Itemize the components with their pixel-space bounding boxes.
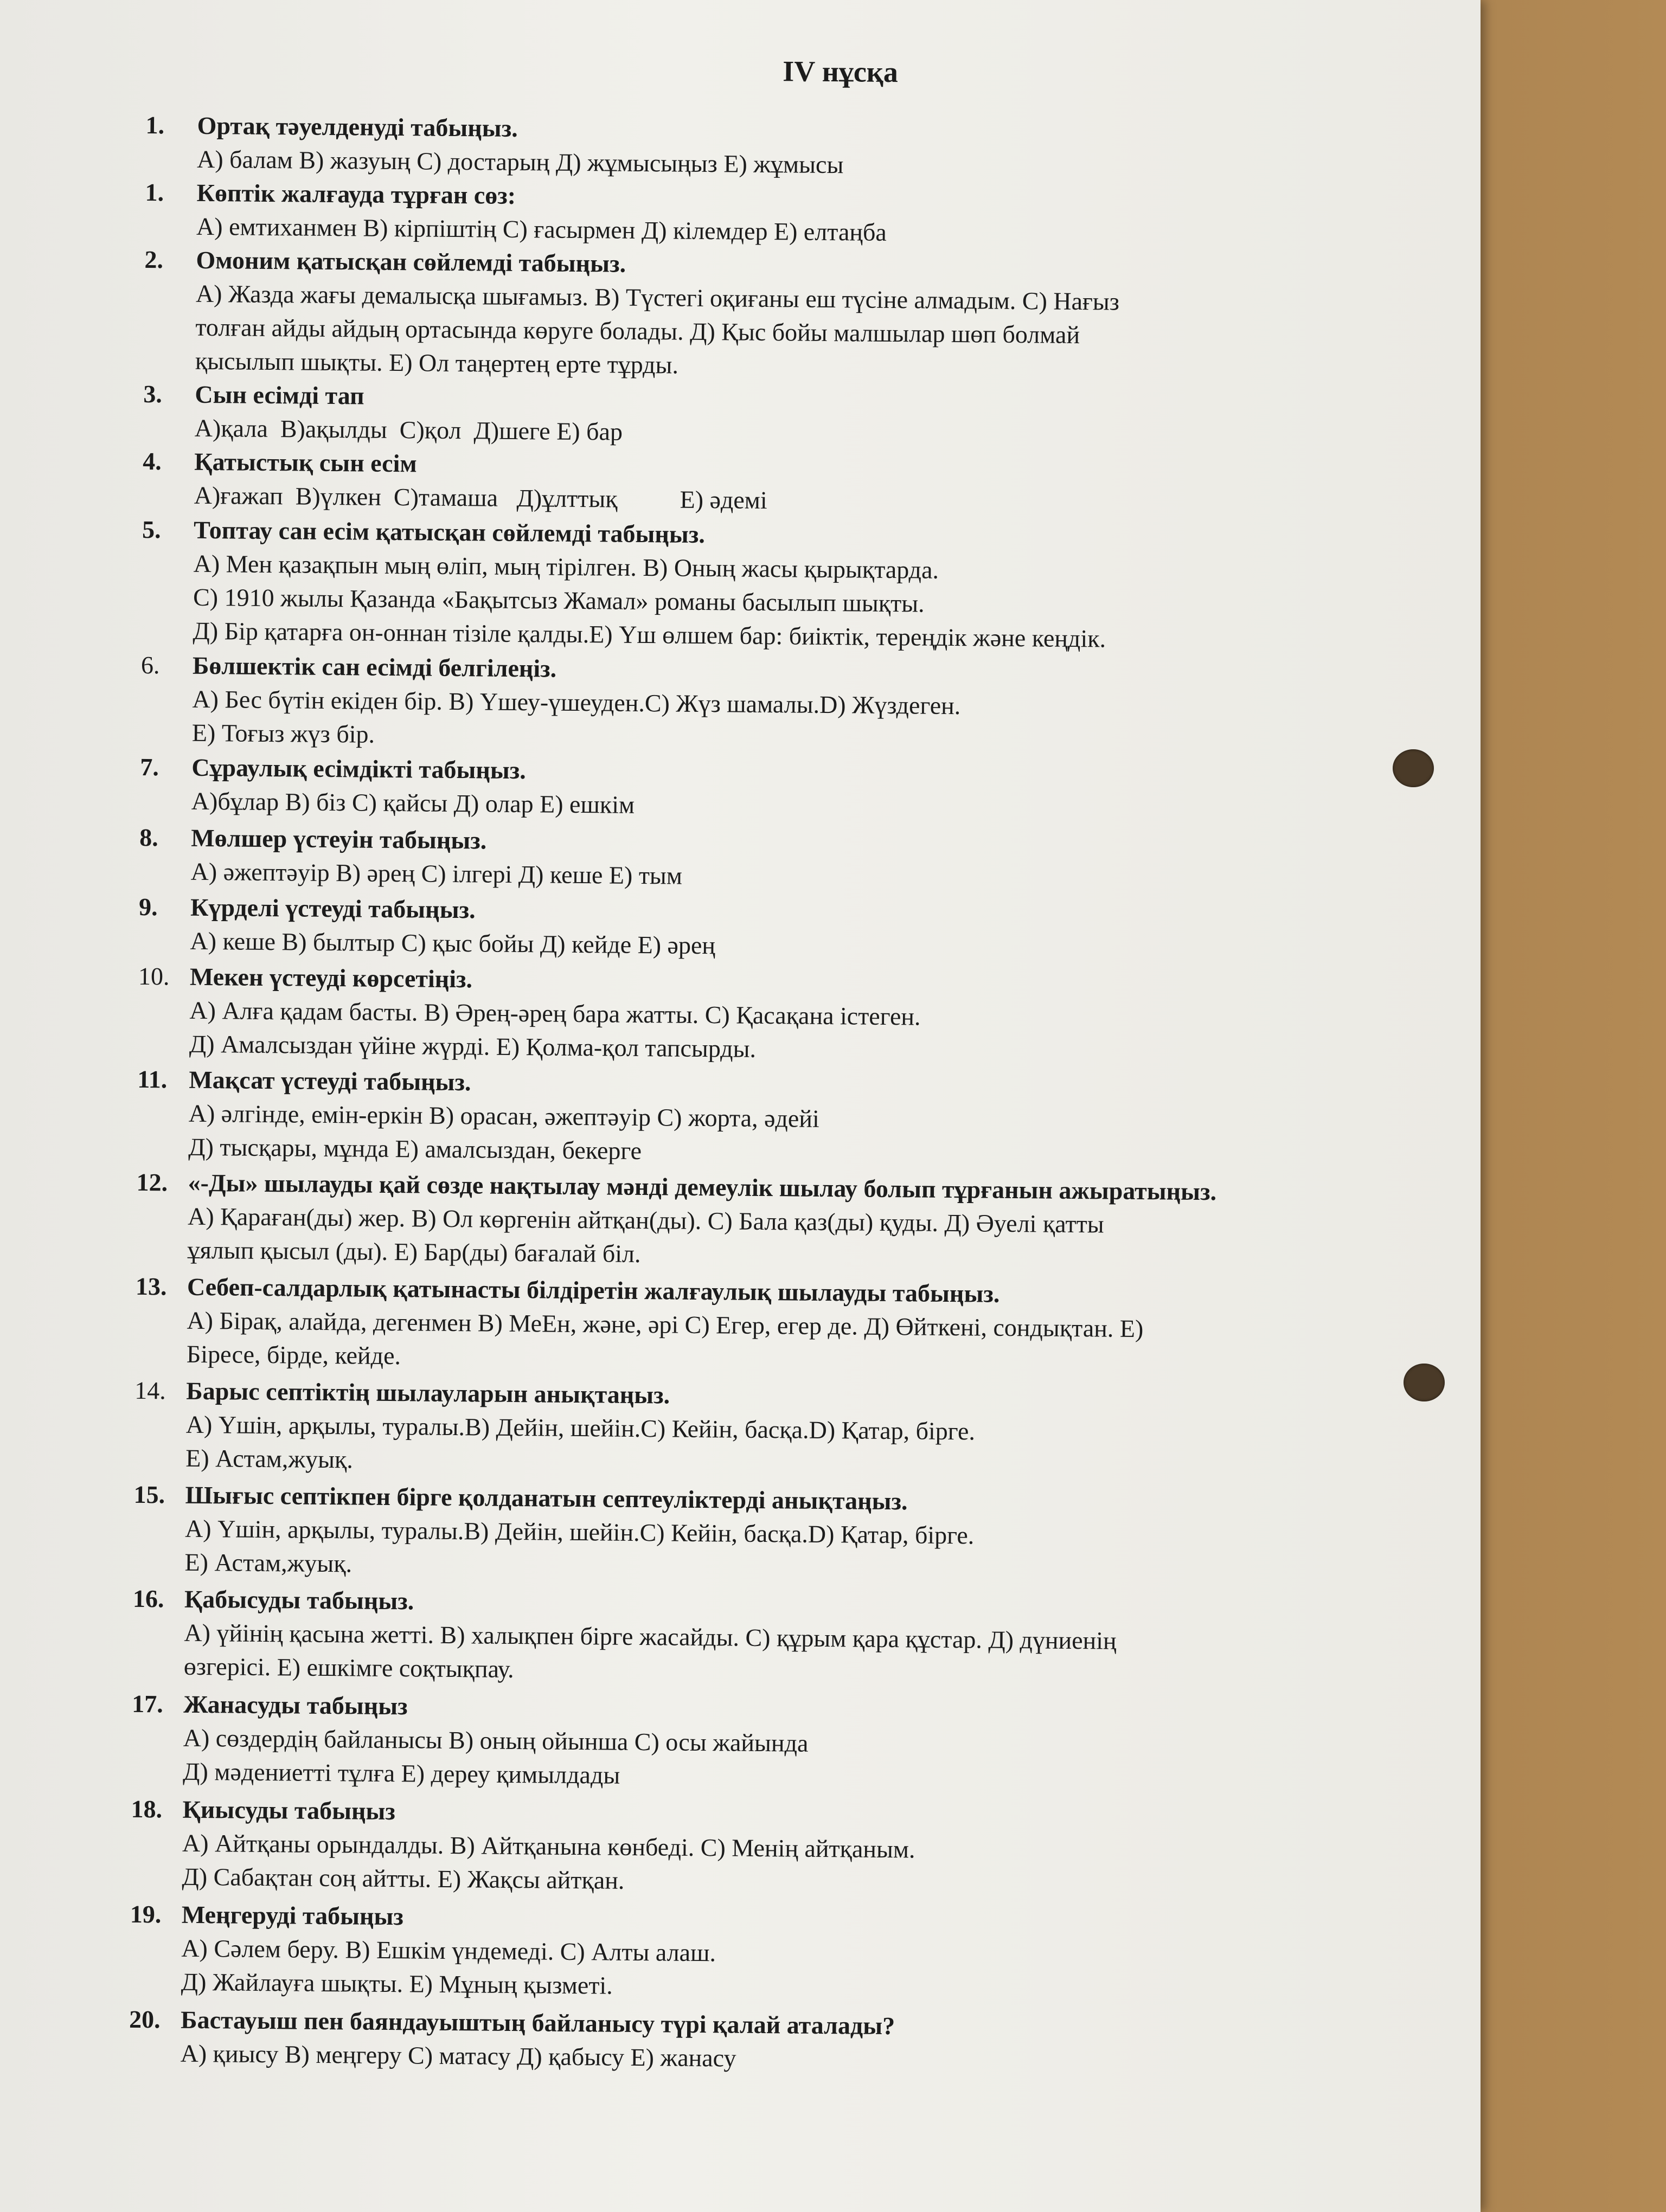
question-item xyxy=(134,1374,1404,1486)
question-number: 17. xyxy=(132,1689,163,1718)
answer-options-line: А) Үшін, арқылы, туралы.В) Дейін, шейін.С) Кейін, басқа.D) Қатар, бірге. xyxy=(185,1410,976,1445)
answer-options-line: Д) тысқары, мұнда Е) амалсыздан, бекерге xyxy=(188,1133,642,1165)
question-number: 14. xyxy=(134,1376,166,1405)
question-text: Көптік жалғауда тұрған сөз: xyxy=(196,178,516,209)
question-text: Шығыс септікпен бірге қолданатын септеуліктерді анықтаңыз. xyxy=(185,1481,908,1515)
answer-options-line: А) Мен қазақпын мың өліп, мың тірілген. В) Оның жасы қырықтарда. xyxy=(193,549,939,584)
question-item xyxy=(141,513,1411,658)
question-item xyxy=(133,1478,1403,1590)
question-number: 1. xyxy=(145,178,164,207)
answer-options-line: толған айды айдың ортасында көруге болады. Д) Қыс бойы малшылар шөп болмай xyxy=(195,313,1080,349)
variant-title: IV нұсқа xyxy=(782,55,899,89)
answer-options-line: А) әлгінде, емін-еркін В) орасан, әжептәуір С) жорта, әдейі xyxy=(188,1099,819,1133)
question-number: 3. xyxy=(143,380,163,408)
question-text: Себеп-салдарлық қатынасты білдіретін жалғаулық шылауды табыңыз. xyxy=(187,1272,1000,1308)
question-number: 19. xyxy=(130,1900,162,1928)
answer-options-line: Д) Жайлауға шықты. Е) Мұның қызметі. xyxy=(181,1967,613,1999)
answer-options-line: А) Жазда жағы демалысқа шығамыз. В) Түстегі оқиғаны еш түсіне алмадым. С) Нағыз xyxy=(195,279,1120,316)
question-text: Мөлшер үстеуін табыңыз. xyxy=(190,824,487,854)
question-item xyxy=(131,1687,1401,1799)
question-item xyxy=(135,1270,1405,1381)
answer-options-line: А) емтиханмен В) кірпіштің С) ғасырмен Д) кілемдер Е) елтаңба xyxy=(196,212,887,246)
question-text: Омоним қатысқан сөйлемді табыңыз. xyxy=(196,246,626,278)
answer-options-line: ұялып қысыл (ды). Е) Бар(ды) бағалай біл. xyxy=(187,1236,641,1268)
answer-options-line: А) кеше В) былтыр С) қыс бойы Д) кейде Е) әрең xyxy=(190,927,716,960)
question-text: Жанасуды табыңыз xyxy=(183,1690,408,1720)
question-item xyxy=(140,750,1409,828)
question-text: Бастауыш пен баяндауыштың байланысу түрі қалай аталады? xyxy=(180,2005,895,2040)
question-text: Меңгеруді табыңыз xyxy=(181,1900,404,1931)
question-item xyxy=(130,1792,1400,1904)
question-text: Қабысуды табыңыз. xyxy=(184,1585,414,1615)
question-item xyxy=(138,890,1408,968)
question-text: Қатыстық сын есім xyxy=(194,447,417,478)
question-item xyxy=(144,243,1414,388)
question-text: Қиысуды табыңыз xyxy=(182,1795,396,1825)
question-item xyxy=(145,176,1414,254)
answer-options-line: А) Айтқаны орындалды. В) Айтқанына көнбеді. С) Менің айтқаным. xyxy=(182,1829,915,1863)
answer-options-line: А) Үшін, арқылы, туралы.В) Дейін, шейін.С) Кейін, басқа.D) Қатар, бірге. xyxy=(184,1514,975,1549)
answer-options-line: А)бұлар В) біз С) қайсы Д) олар Е) ешкім xyxy=(191,787,635,819)
question-number: 1. xyxy=(145,111,165,139)
question-number: 5. xyxy=(142,515,161,544)
question-item xyxy=(136,1166,1406,1277)
question-item xyxy=(142,445,1412,523)
question-number: 13. xyxy=(135,1272,167,1301)
question-text: Мекен үстеуді көрсетіңіз. xyxy=(189,962,473,993)
answer-options-line: А) сөздердің байланысы В) оның ойынша С) осы жайында xyxy=(183,1724,809,1757)
punch-hole xyxy=(1404,1364,1445,1401)
question-number: 18. xyxy=(131,1795,163,1823)
question-text: «-Ды» шылауды қай сөзде нақтылау мәнді демеулік шылау болып тұрғанын ажыратыңыз. xyxy=(188,1168,1217,1206)
question-item xyxy=(143,377,1413,455)
test-content xyxy=(129,43,1415,2081)
question-text: Мақсат үстеуді табыңыз. xyxy=(189,1065,471,1096)
question-number: 7. xyxy=(140,753,159,781)
answer-options-line: Д) Сабақтан соң айтты. Е) Жақсы айтқан. xyxy=(182,1862,625,1894)
question-number: 8. xyxy=(139,823,158,852)
question-number: 16. xyxy=(132,1584,164,1613)
question-number: 20. xyxy=(129,2005,161,2034)
answer-options-line: Д) Амалсыздан үйіне жүрді. Е) Қолма-қол тапсырды. xyxy=(189,1030,757,1063)
question-item xyxy=(138,960,1408,1071)
question-number: 15. xyxy=(133,1480,165,1509)
question-number: 12. xyxy=(136,1168,168,1197)
answer-options-line: А) Бес бүтін екіден бір. В) Үшеу-үшеуден.С) Жүз шамалы.D) Жүздеген. xyxy=(192,685,961,720)
question-text: Бөлшектік сан есімді белгілеңіз. xyxy=(192,651,557,683)
answer-options-line: А) әжептәуір В) әрең С) ілгері Д) кеше Е) тым xyxy=(190,857,683,890)
question-number: 6. xyxy=(140,651,160,679)
question-number: 9. xyxy=(138,892,158,921)
question-text: Ортақ тәуелденуді табыңыз. xyxy=(197,111,518,142)
answer-options-line: А) Бірақ, алайда, дегенмен В) МеЕн, және, әрі С) Егер, егер де. Д) Өйткені, сондықтан. Е) xyxy=(187,1306,1144,1343)
question-item xyxy=(129,2003,1398,2081)
question-item xyxy=(139,821,1408,899)
answer-options-line: Біресе, бірде, кейде. xyxy=(186,1340,401,1370)
answer-options-line: А)ғажап В)үлкен С)тамаша Д)ұлттық Е) әдемі xyxy=(194,481,767,515)
answer-options-line: А)қала В)ақылды С)қол Д)шеге Е) бар xyxy=(194,414,623,446)
answer-options-line: өзгерісі. Е) ешкімге соқтықпау. xyxy=(183,1652,514,1683)
question-list xyxy=(129,108,1414,2081)
question-text: Топтау сан есім қатысқан сөйлемді табыңыз. xyxy=(193,516,706,549)
question-number: 11. xyxy=(137,1065,168,1094)
question-number: 4. xyxy=(143,447,162,475)
answer-options-line: А) Қараған(ды) жер. В) Ол көргенін айтқан(ды). С) Бала қаз(ды) қуды. Д) Әуелі қатты xyxy=(187,1202,1104,1238)
question-item xyxy=(137,1063,1407,1174)
answer-options-line: қысылып шықты. Е) Ол таңертең ерте тұрды. xyxy=(195,346,679,379)
answer-options-line: Е) Астам,жуық. xyxy=(185,1444,354,1474)
answer-options-line: А) Алға қадам басты. В) Әрең-әрең бара жатты. С) Қасақана істеген. xyxy=(189,996,921,1031)
question-text: Сұраулық есімдікті табыңыз. xyxy=(191,753,527,785)
question-item xyxy=(145,108,1415,187)
question-item xyxy=(140,648,1411,760)
answer-options-line: С) 1910 жылы Қазанда «Бақытсыз Жамал» романы басылып шықты. xyxy=(193,583,925,618)
question-number: 10. xyxy=(138,962,170,991)
answer-options-line: А) балам В) жазуың С) достарың Д) жұмысыңыз Е) жұмысы xyxy=(196,145,844,179)
question-text: Сын есімді тап xyxy=(195,380,364,410)
answer-options-line: Е) Астам,жуық. xyxy=(184,1548,353,1578)
answer-options-line: Д) Бір қатарға он-оннан тізіле қалды.Е) Үш өлшем бар: биіктік, тереңдік және кеңдік. xyxy=(193,616,1106,653)
question-number: 2. xyxy=(144,245,164,274)
question-text: Күрделі үстеуді табыңыз. xyxy=(190,893,476,924)
answer-options-line: А) қиысу В) меңгеру С) матасу Д) қабысу Е) жанасу xyxy=(180,2039,736,2072)
answer-options-line: Д) мәдениетті тұлға Е) дереу қимылдады xyxy=(182,1757,620,1789)
question-text: Барыс септіктің шылауларын анықтаңыз. xyxy=(186,1377,670,1409)
question-item xyxy=(132,1582,1402,1694)
question-item xyxy=(130,1898,1400,2009)
answer-options-line: А) Сәлем беру. В) Ешкім үндемеді. С) Алты алаш. xyxy=(181,1934,716,1967)
answer-options-line: Е) Тоғыз жүз бір. xyxy=(191,718,375,748)
answer-options-line: А) үйінің қасына жетті. В) халықпен бірге жасайды. С) құрым қара құстар. Д) дүниенің xyxy=(184,1618,1117,1655)
